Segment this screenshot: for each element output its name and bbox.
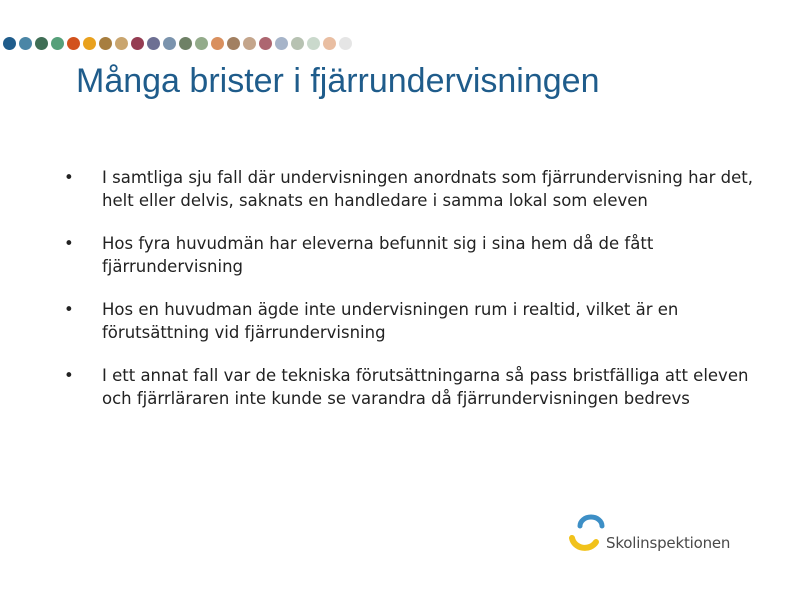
logo-wordmark: Skolinspektionen xyxy=(606,534,731,552)
skolinspektionen-logo xyxy=(566,514,736,556)
decorative-dot xyxy=(243,37,256,50)
bullet-marker: • xyxy=(64,300,74,319)
bullet-marker: • xyxy=(64,168,74,187)
decorative-dot xyxy=(67,37,80,50)
decorative-dot xyxy=(163,37,176,50)
bullet-text: Hos en huvudman ägde inte undervisningen rum i realtid, vilket är en förutsättning vid fjärrundervisning xyxy=(102,300,679,342)
decorative-dot xyxy=(19,37,32,50)
decorative-dot xyxy=(275,37,288,50)
bullet-item xyxy=(64,298,754,344)
decorative-dot xyxy=(291,37,304,50)
decorative-dot xyxy=(227,37,240,50)
bullet-list xyxy=(64,166,754,430)
bullet-text: I ett annat fall var de tekniska förutsättningarna så pass bristfälliga att eleven och fjärrläraren inte kunde se varandra då fjärrundervisningen bedrevs xyxy=(102,366,749,408)
decorative-dot xyxy=(307,37,320,50)
decorative-dot xyxy=(99,37,112,50)
bullet-marker: • xyxy=(64,234,74,253)
decorative-dot xyxy=(83,37,96,50)
bullet-marker: • xyxy=(64,366,74,385)
decorative-dot-row xyxy=(3,37,352,51)
decorative-dot xyxy=(131,37,144,50)
decorative-dot xyxy=(51,37,64,50)
decorative-dot xyxy=(339,37,352,50)
decorative-dot xyxy=(323,37,336,50)
slide-title: Många brister i fjärrundervisningen xyxy=(76,62,600,100)
decorative-dot xyxy=(195,37,208,50)
decorative-dot xyxy=(259,37,272,50)
bullet-item xyxy=(64,166,754,212)
bullet-item xyxy=(64,364,754,410)
decorative-dot xyxy=(147,37,160,50)
bullet-item xyxy=(64,232,754,278)
bullet-text: I samtliga sju fall där undervisningen anordnats som fjärrundervisning har det, helt eller delvis, saknats en handledare i samma lokal som eleven xyxy=(102,168,754,210)
bullet-text: Hos fyra huvudmän har eleverna befunnit sig i sina hem då de fått fjärrundervisning xyxy=(102,234,654,276)
decorative-dot xyxy=(35,37,48,50)
decorative-dot xyxy=(179,37,192,50)
decorative-dot xyxy=(3,37,16,50)
decorative-dot xyxy=(115,37,128,50)
decorative-dot xyxy=(211,37,224,50)
